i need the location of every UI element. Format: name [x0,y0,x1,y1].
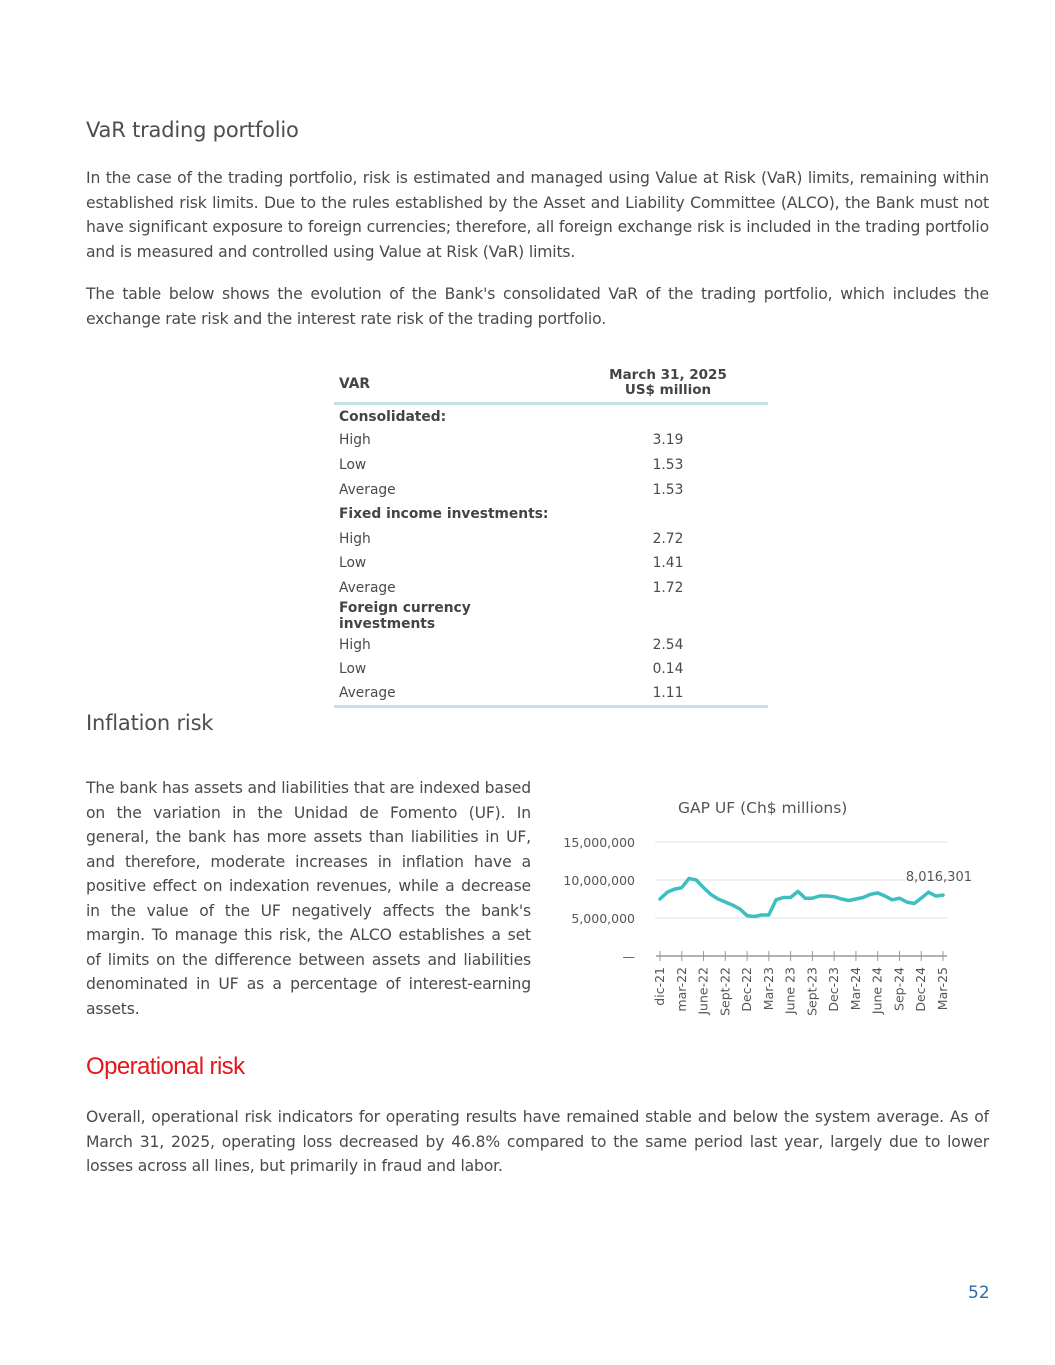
date-col-header-line2: US$ million [624,382,712,398]
row-value: 3.19 [652,432,684,449]
table-row [334,681,768,706]
row-label: Low [339,661,367,678]
row-label: Low [339,555,367,572]
gap-uf-line-chart [560,830,990,1030]
section-heading-inflation: Inflation risk [86,711,214,735]
date-col-header-line1: March 31, 2025 [609,367,727,383]
row-label: High [339,530,371,547]
section-heading-operational: Operational risk [86,1053,245,1080]
inflation-paragraph: The bank has assets and liabilities that are indexed based on the variation in the Unidad de Fomento (UF). In general, the bank has more assets than liabilities in UF, and therefore, moderate increases in inflation have a positive effect on indexation revenues, while a decrease in the value of the UF negatively affects the bank's margin. To manage this risk, the ALCO establishes a set of limits on the difference between assets and liabilities denominated in UF as a percentage of interest-earning assets. [86,779,531,1018]
page-number: 52 [968,1283,990,1303]
row-value: 1.41 [652,555,684,572]
y-tick-label: — [622,949,635,964]
date-col-header [568,357,768,404]
x-tick-label: Mar-23 [760,967,776,1011]
chart-title: GAP UF (Ch$ millions) [678,799,848,817]
row-value: 2.72 [652,530,684,547]
var-table [334,357,768,708]
x-tick-label: mar-22 [673,967,689,1012]
x-tick-label: June 24 [869,967,885,1015]
table-row [334,657,768,682]
row-value [568,404,768,429]
row-label: High [339,636,371,653]
var-col-header: VAR [339,376,371,392]
row-label: Low [339,456,367,473]
x-tick-label: Mar-24 [847,967,863,1011]
x-tick-label: Dec-24 [913,967,929,1012]
section-label: Consolidated: [339,408,447,425]
var-paragraph-2: The table below shows the evolution of the Bank's consolidated VaR of the trading portfolio, which includes the exchange rate risk and the interest rate risk of the trading portfolio. [86,285,989,328]
var-table-header [334,357,768,404]
table-row [334,551,768,576]
row-label: Average [339,684,396,701]
x-tick-label: Dec-22 [739,967,755,1012]
table-row [334,453,768,478]
var-paragraph-1: In the case of the trading portfolio, risk is estimated and managed using Value at Risk (VaR) limits, remaining within established risk limits. Due to the rules established by the Asset and Liability Committee (ALCO), the Bank must not have significant exposure to foreign currencies; therefore, all foreign exchange risk is included in the trading portfolio and is measured and controlled using Value at Risk (VaR) limits. [86,169,989,261]
section-heading-var: VaR trading portfolio [86,118,299,142]
row-value: 1.53 [652,481,684,498]
x-tick-label: Mar-25 [935,967,950,1011]
x-tick-label: June 23 [782,967,798,1015]
row-value: 0.14 [652,661,684,678]
var-table-body [334,404,768,707]
row-value [568,502,768,527]
row-label: High [339,432,371,449]
row-label: Average [339,579,396,596]
gap-uf-series-line [660,879,943,917]
last-value-annotation: 8,016,301 [905,870,972,885]
x-tick-label: Sept-22 [717,967,733,1016]
row-value: 1.53 [652,456,684,473]
operational-paragraph: Overall, operational risk indicators for operating results have remained stable and below the system average. As of March 31, 2025, operating loss decreased by 46.8% compared to the same period last year, largely due to lower losses across all lines, but primarily in fraud and labor. [86,1108,989,1175]
y-tick-label: 10,000,000 [563,873,635,888]
x-tick-label: Sept-23 [804,967,820,1016]
x-tick-label: Dec-23 [826,967,842,1012]
table-row [334,632,768,657]
row-value: 1.11 [652,684,684,701]
table-row [334,576,768,601]
y-tick-label: 15,000,000 [563,835,635,850]
row-value: 1.72 [652,579,684,596]
table-row [334,428,768,453]
table-row [334,526,768,551]
section-label: Fixed income investments: [339,506,549,523]
table-section-row [334,404,768,429]
row-value [568,600,768,632]
table-section-row [334,600,768,632]
y-tick-label: 5,000,000 [571,911,635,926]
x-tick-label: June-22 [695,967,711,1015]
table-row [334,477,768,502]
section-label: Foreign currency investments [339,600,471,633]
x-tick-label: dic-21 [652,967,667,1006]
table-section-row [334,502,768,527]
row-value: 2.54 [652,636,684,653]
row-label: Average [339,481,396,498]
x-tick-label: Sep-24 [891,967,907,1011]
